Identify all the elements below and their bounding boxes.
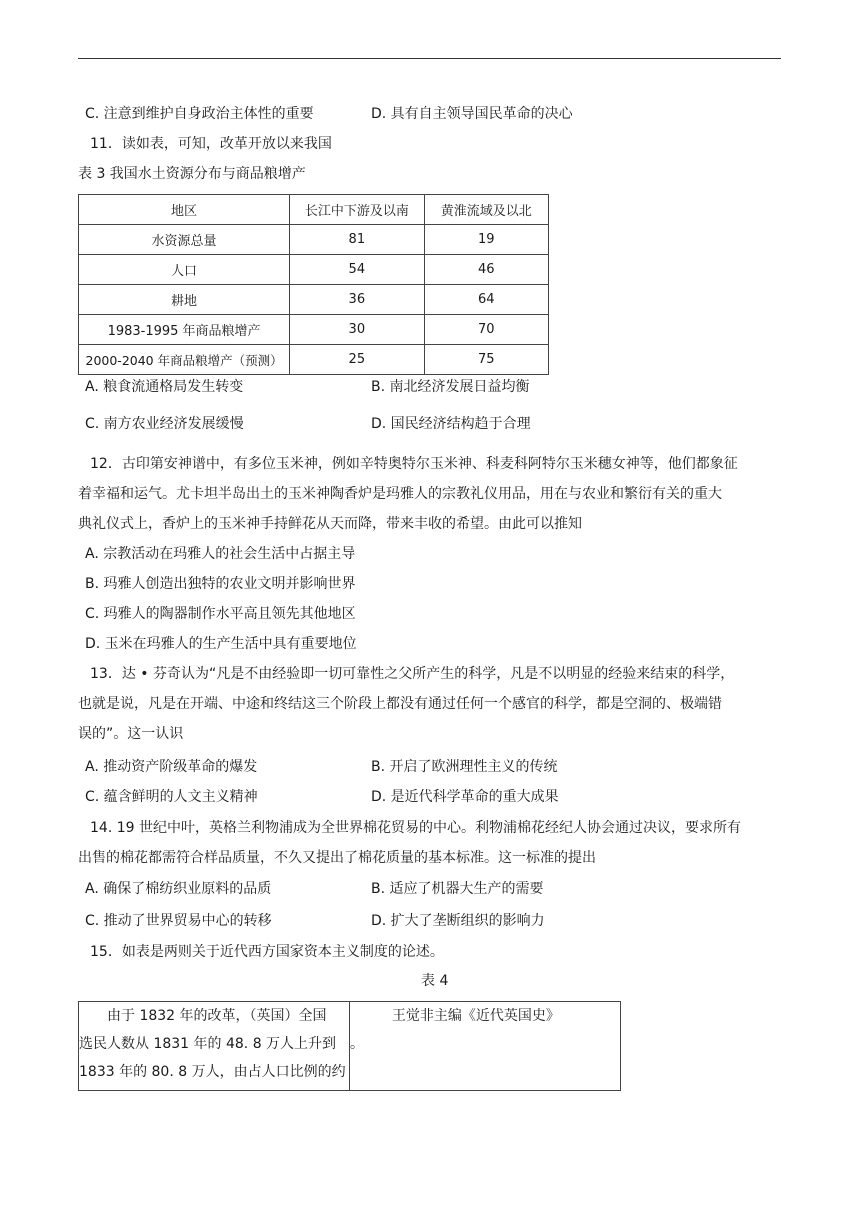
table-cell: 75 bbox=[424, 345, 548, 375]
table-cell: 81 bbox=[290, 225, 424, 255]
table4 bbox=[78, 1001, 621, 1091]
q12-stem-line1: 12．古印第安神谱中，有多位玉米神，例如辛特奥特尔玉米神、科麦科阿特尔玉米穗女神等，他们都象征 bbox=[90, 456, 738, 472]
table-cell: 人口 bbox=[79, 255, 290, 285]
table4-right-line: 王觉非主编《近代英国史》 bbox=[349, 1008, 560, 1024]
q13-option-d[interactable]: D. 是近代科学革命的重大成果 bbox=[371, 789, 559, 805]
table3-caption: 表 3 我国水土资源分布与商品粮增产 bbox=[78, 166, 306, 182]
table-row bbox=[79, 225, 549, 255]
table-row bbox=[79, 345, 549, 375]
q11-option-a[interactable]: A. 粮食流通格局发生转变 bbox=[85, 379, 244, 395]
table4-caption: 表 4 bbox=[421, 973, 449, 989]
q14-option-d[interactable]: D. 扩大了垄断组织的影响力 bbox=[371, 913, 545, 929]
q13-stem-line3: 误的”。这一认识 bbox=[78, 726, 184, 742]
table-row bbox=[79, 255, 549, 285]
q12-option-b[interactable]: B. 玛雅人创造出独特的农业文明并影响世界 bbox=[85, 576, 356, 592]
table-header-row bbox=[79, 195, 549, 225]
table3 bbox=[78, 194, 549, 375]
q14-option-b[interactable]: B. 适应了机器大生产的需要 bbox=[371, 881, 544, 897]
q13-stem-line1: 13．达 • 芬奇认为“凡是不由经验即一切可靠性之父所产生的科学，凡是不以明显的经验来结束的科学， bbox=[90, 666, 735, 682]
q13-option-a[interactable]: A. 推动资产阶级革命的爆发 bbox=[85, 759, 258, 775]
table-header-cell: 黄淮流域及以北 bbox=[424, 195, 548, 225]
q12-option-a[interactable]: A. 宗教活动在玛雅人的社会生活中占据主导 bbox=[85, 546, 356, 562]
q13-option-c[interactable]: C. 蕴含鲜明的人文主义精神 bbox=[85, 789, 258, 805]
table-header-cell: 地区 bbox=[79, 195, 290, 225]
q14-option-a[interactable]: A. 确保了棉纺织业原料的品质 bbox=[85, 881, 272, 897]
table-header-cell: 长江中下游及以南 bbox=[290, 195, 424, 225]
table-cell: 2000-2040 年商品粮增产（预测） bbox=[79, 345, 290, 375]
q12-stem-line3: 典礼仪式上，香炉上的玉米神手持鲜花从天而降，带来丰收的希望。由此可以推知 bbox=[78, 516, 582, 532]
q15-stem: 15．如表是两则关于近代西方国家资本主义制度的论述。 bbox=[90, 944, 444, 960]
table-cell: 54 bbox=[290, 255, 424, 285]
header-rule bbox=[78, 58, 781, 59]
table-row bbox=[79, 285, 549, 315]
q11-option-c[interactable]: C. 南方农业经济发展缓慢 bbox=[85, 416, 244, 432]
table4-left-cell bbox=[79, 1002, 350, 1091]
table-cell: 46 bbox=[424, 255, 548, 285]
table-row bbox=[79, 315, 549, 345]
q11-option-d[interactable]: D. 国民经济结构趋于合理 bbox=[371, 416, 531, 432]
table-cell: 30 bbox=[290, 315, 424, 345]
q10-option-c[interactable]: C. 注意到维护自身政治主体性的重要 bbox=[85, 106, 314, 122]
table4-left-line: 1833 年的 80. 8 万人，由占人口比例的约 bbox=[79, 1064, 346, 1080]
q12-option-d[interactable]: D. 玉米在玛雅人的生产生活中具有重要地位 bbox=[85, 636, 357, 652]
q13-option-b[interactable]: B. 开启了欧洲理性主义的传统 bbox=[371, 759, 558, 775]
table4-left-line: 由于 1832 年的改革，（英国）全国 bbox=[79, 1008, 327, 1024]
q10-option-d[interactable]: D. 具有自主领导国民革命的决心 bbox=[371, 106, 573, 122]
q12-option-c[interactable]: C. 玛雅人的陶器制作水平高且领先其他地区 bbox=[85, 606, 356, 622]
table-cell: 水资源总量 bbox=[79, 225, 290, 255]
table4-right-cell bbox=[349, 1002, 620, 1091]
q14-option-c[interactable]: C. 推动了世界贸易中心的转移 bbox=[85, 913, 272, 929]
q11-option-b[interactable]: B. 南北经济发展日益均衡 bbox=[371, 379, 530, 395]
table4-left-line: 选民人数从 1831 年的 48. 8 万人上升到 bbox=[79, 1036, 337, 1052]
q14-stem-line1: 14. 19 世纪中叶，英格兰利物浦成为全世界棉花贸易的中心。利物浦棉花经纪人协会通过决议，要求所有 bbox=[90, 820, 741, 836]
q12-stem-line2: 着幸福和运气。尤卡坦半岛出土的玉米神陶香炉是玛雅人的宗教礼仪用品，用在与农业和繁衍有关的重大 bbox=[78, 486, 722, 502]
table-cell: 64 bbox=[424, 285, 548, 315]
q14-stem-line2: 出售的棉花都需符合样品质量，不久又提出了棉花质量的基本标准。这一标准的提出 bbox=[78, 850, 596, 866]
table-row bbox=[79, 1002, 621, 1091]
table4-right-line: 。 bbox=[349, 1036, 364, 1052]
table-cell: 25 bbox=[290, 345, 424, 375]
table-cell: 1983-1995 年商品粮增产 bbox=[79, 315, 290, 345]
table-cell: 70 bbox=[424, 315, 548, 345]
table-cell: 19 bbox=[424, 225, 548, 255]
q11-stem: 11．读如表，可知，改革开放以来我国 bbox=[90, 136, 332, 152]
table-cell: 36 bbox=[290, 285, 424, 315]
table-cell: 耕地 bbox=[79, 285, 290, 315]
q13-stem-line2: 也就是说，凡是在开端、中途和终结这三个阶段上都没有通过任何一个感官的科学，都是空洞的、极端错 bbox=[78, 696, 722, 712]
